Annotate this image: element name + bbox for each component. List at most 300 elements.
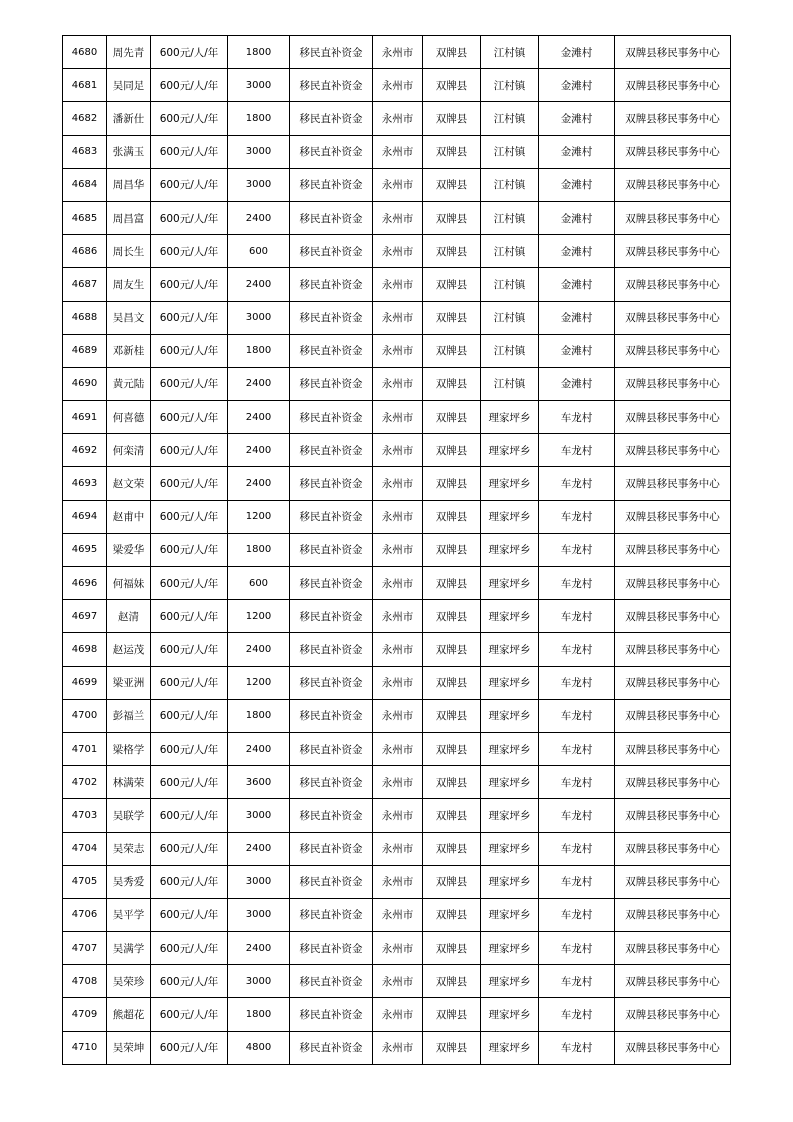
cell-name: 吴昌文	[107, 301, 151, 334]
cell-name: 何福妹	[107, 567, 151, 600]
cell-serial-number: 4691	[63, 401, 107, 434]
cell-subsidy-standard: 600元/人/年	[151, 600, 228, 633]
cell-city: 永州市	[373, 168, 423, 201]
table-row	[63, 932, 731, 965]
cell-amount: 1800	[228, 699, 290, 732]
table-row	[63, 201, 731, 234]
cell-fund-type: 移民直补资金	[290, 102, 373, 135]
cell-city: 永州市	[373, 766, 423, 799]
cell-fund-type: 移民直补资金	[290, 201, 373, 234]
cell-city: 永州市	[373, 732, 423, 765]
table-row	[63, 367, 731, 400]
cell-town: 江村镇	[481, 367, 539, 400]
cell-town: 江村镇	[481, 36, 539, 69]
cell-village: 车龙村	[539, 666, 615, 699]
cell-village: 金滩村	[539, 102, 615, 135]
cell-subsidy-standard: 600元/人/年	[151, 135, 228, 168]
cell-village: 车龙村	[539, 434, 615, 467]
cell-subsidy-standard: 600元/人/年	[151, 467, 228, 500]
cell-amount: 1200	[228, 500, 290, 533]
table-row	[63, 168, 731, 201]
cell-city: 永州市	[373, 367, 423, 400]
cell-city: 永州市	[373, 434, 423, 467]
cell-village: 金滩村	[539, 334, 615, 367]
cell-city: 永州市	[373, 69, 423, 102]
cell-amount: 4800	[228, 1031, 290, 1064]
cell-fund-type: 移民直补资金	[290, 533, 373, 566]
cell-county: 双牌县	[423, 865, 481, 898]
cell-name: 潘新仕	[107, 102, 151, 135]
cell-name: 林满荣	[107, 766, 151, 799]
cell-serial-number: 4685	[63, 201, 107, 234]
cell-county: 双牌县	[423, 500, 481, 533]
cell-county: 双牌县	[423, 799, 481, 832]
cell-agency: 双牌县移民事务中心	[615, 965, 731, 998]
cell-amount: 3000	[228, 135, 290, 168]
cell-village: 金滩村	[539, 168, 615, 201]
table-row	[63, 799, 731, 832]
cell-county: 双牌县	[423, 235, 481, 268]
table-row	[63, 36, 731, 69]
cell-subsidy-standard: 600元/人/年	[151, 235, 228, 268]
cell-amount: 3000	[228, 168, 290, 201]
cell-subsidy-standard: 600元/人/年	[151, 268, 228, 301]
cell-name: 赵文荣	[107, 467, 151, 500]
cell-county: 双牌县	[423, 932, 481, 965]
cell-agency: 双牌县移民事务中心	[615, 600, 731, 633]
cell-village: 金滩村	[539, 235, 615, 268]
cell-name: 熊超花	[107, 998, 151, 1031]
cell-county: 双牌县	[423, 401, 481, 434]
cell-town: 江村镇	[481, 334, 539, 367]
table-row	[63, 732, 731, 765]
cell-city: 永州市	[373, 334, 423, 367]
cell-county: 双牌县	[423, 1031, 481, 1064]
cell-serial-number: 4697	[63, 600, 107, 633]
cell-name: 吴荣志	[107, 832, 151, 865]
cell-amount: 3000	[228, 69, 290, 102]
cell-name: 赵甫中	[107, 500, 151, 533]
cell-county: 双牌县	[423, 766, 481, 799]
cell-county: 双牌县	[423, 998, 481, 1031]
cell-fund-type: 移民直补资金	[290, 699, 373, 732]
cell-city: 永州市	[373, 36, 423, 69]
cell-town: 江村镇	[481, 135, 539, 168]
cell-fund-type: 移民直补资金	[290, 766, 373, 799]
cell-fund-type: 移民直补资金	[290, 367, 373, 400]
cell-fund-type: 移民直补资金	[290, 36, 373, 69]
cell-serial-number: 4681	[63, 69, 107, 102]
table-row	[63, 666, 731, 699]
cell-serial-number: 4699	[63, 666, 107, 699]
cell-agency: 双牌县移民事务中心	[615, 766, 731, 799]
cell-village: 金滩村	[539, 367, 615, 400]
cell-serial-number: 4695	[63, 533, 107, 566]
cell-county: 双牌县	[423, 732, 481, 765]
cell-town: 江村镇	[481, 69, 539, 102]
cell-town: 理家坪乡	[481, 932, 539, 965]
cell-agency: 双牌县移民事务中心	[615, 732, 731, 765]
cell-name: 周先青	[107, 36, 151, 69]
cell-name: 张满玉	[107, 135, 151, 168]
cell-city: 永州市	[373, 666, 423, 699]
cell-village: 车龙村	[539, 600, 615, 633]
cell-amount: 3000	[228, 965, 290, 998]
cell-village: 车龙村	[539, 965, 615, 998]
table-body	[63, 36, 731, 1065]
cell-subsidy-standard: 600元/人/年	[151, 201, 228, 234]
cell-serial-number: 4698	[63, 633, 107, 666]
cell-village: 车龙村	[539, 766, 615, 799]
cell-name: 赵运茂	[107, 633, 151, 666]
cell-county: 双牌县	[423, 201, 481, 234]
cell-serial-number: 4701	[63, 732, 107, 765]
cell-city: 永州市	[373, 799, 423, 832]
cell-town: 理家坪乡	[481, 832, 539, 865]
cell-city: 永州市	[373, 998, 423, 1031]
table-row	[63, 1031, 731, 1064]
cell-serial-number: 4704	[63, 832, 107, 865]
cell-city: 永州市	[373, 301, 423, 334]
cell-fund-type: 移民直补资金	[290, 666, 373, 699]
table-row	[63, 401, 731, 434]
cell-fund-type: 移民直补资金	[290, 898, 373, 931]
cell-subsidy-standard: 600元/人/年	[151, 865, 228, 898]
cell-amount: 3000	[228, 865, 290, 898]
cell-serial-number: 4709	[63, 998, 107, 1031]
cell-name: 吴荣珍	[107, 965, 151, 998]
cell-county: 双牌县	[423, 699, 481, 732]
cell-county: 双牌县	[423, 533, 481, 566]
cell-village: 车龙村	[539, 533, 615, 566]
cell-city: 永州市	[373, 401, 423, 434]
cell-county: 双牌县	[423, 268, 481, 301]
cell-name: 何喜德	[107, 401, 151, 434]
cell-agency: 双牌县移民事务中心	[615, 533, 731, 566]
cell-serial-number: 4694	[63, 500, 107, 533]
cell-fund-type: 移民直补资金	[290, 135, 373, 168]
cell-town: 江村镇	[481, 235, 539, 268]
cell-city: 永州市	[373, 533, 423, 566]
cell-city: 永州市	[373, 135, 423, 168]
cell-town: 理家坪乡	[481, 799, 539, 832]
cell-subsidy-standard: 600元/人/年	[151, 334, 228, 367]
cell-subsidy-standard: 600元/人/年	[151, 998, 228, 1031]
table-row	[63, 998, 731, 1031]
cell-name: 黄元陆	[107, 367, 151, 400]
cell-agency: 双牌县移民事务中心	[615, 201, 731, 234]
cell-town: 理家坪乡	[481, 766, 539, 799]
cell-city: 永州市	[373, 832, 423, 865]
cell-agency: 双牌县移民事务中心	[615, 699, 731, 732]
cell-fund-type: 移民直补资金	[290, 301, 373, 334]
cell-subsidy-standard: 600元/人/年	[151, 69, 228, 102]
cell-serial-number: 4692	[63, 434, 107, 467]
cell-county: 双牌县	[423, 135, 481, 168]
cell-name: 吴秀爱	[107, 865, 151, 898]
cell-agency: 双牌县移民事务中心	[615, 168, 731, 201]
cell-agency: 双牌县移民事务中心	[615, 666, 731, 699]
cell-name: 彭福兰	[107, 699, 151, 732]
table-row	[63, 865, 731, 898]
cell-county: 双牌县	[423, 434, 481, 467]
cell-agency: 双牌县移民事务中心	[615, 36, 731, 69]
cell-city: 永州市	[373, 567, 423, 600]
cell-city: 永州市	[373, 633, 423, 666]
table-row	[63, 102, 731, 135]
cell-name: 周昌华	[107, 168, 151, 201]
cell-serial-number: 4680	[63, 36, 107, 69]
cell-fund-type: 移民直补资金	[290, 69, 373, 102]
cell-name: 吴荣坤	[107, 1031, 151, 1064]
cell-agency: 双牌县移民事务中心	[615, 1031, 731, 1064]
cell-serial-number: 4705	[63, 865, 107, 898]
cell-amount: 3000	[228, 898, 290, 931]
cell-amount: 2400	[228, 467, 290, 500]
cell-serial-number: 4684	[63, 168, 107, 201]
cell-agency: 双牌县移民事务中心	[615, 102, 731, 135]
cell-amount: 3600	[228, 766, 290, 799]
cell-name: 周昌富	[107, 201, 151, 234]
cell-name: 梁格学	[107, 732, 151, 765]
cell-town: 理家坪乡	[481, 898, 539, 931]
cell-county: 双牌县	[423, 69, 481, 102]
cell-subsidy-standard: 600元/人/年	[151, 633, 228, 666]
table-row	[63, 467, 731, 500]
cell-subsidy-standard: 600元/人/年	[151, 102, 228, 135]
cell-serial-number: 4706	[63, 898, 107, 931]
cell-name: 周长生	[107, 235, 151, 268]
cell-fund-type: 移民直补资金	[290, 334, 373, 367]
cell-amount: 2400	[228, 633, 290, 666]
cell-village: 车龙村	[539, 467, 615, 500]
cell-amount: 2400	[228, 434, 290, 467]
cell-serial-number: 4700	[63, 699, 107, 732]
cell-fund-type: 移民直补资金	[290, 965, 373, 998]
cell-amount: 3000	[228, 799, 290, 832]
cell-town: 理家坪乡	[481, 434, 539, 467]
cell-village: 车龙村	[539, 898, 615, 931]
cell-name: 周友生	[107, 268, 151, 301]
cell-county: 双牌县	[423, 36, 481, 69]
cell-subsidy-standard: 600元/人/年	[151, 965, 228, 998]
cell-county: 双牌县	[423, 301, 481, 334]
cell-village: 车龙村	[539, 832, 615, 865]
cell-town: 理家坪乡	[481, 965, 539, 998]
cell-village: 车龙村	[539, 998, 615, 1031]
cell-amount: 1200	[228, 666, 290, 699]
cell-amount: 2400	[228, 401, 290, 434]
cell-subsidy-standard: 600元/人/年	[151, 434, 228, 467]
table-row	[63, 235, 731, 268]
cell-fund-type: 移民直补资金	[290, 1031, 373, 1064]
table-row	[63, 898, 731, 931]
cell-village: 车龙村	[539, 1031, 615, 1064]
cell-agency: 双牌县移民事务中心	[615, 467, 731, 500]
cell-name: 吴满学	[107, 932, 151, 965]
cell-serial-number: 4686	[63, 235, 107, 268]
table-row	[63, 567, 731, 600]
cell-subsidy-standard: 600元/人/年	[151, 732, 228, 765]
cell-agency: 双牌县移民事务中心	[615, 69, 731, 102]
cell-town: 理家坪乡	[481, 633, 539, 666]
cell-town: 江村镇	[481, 168, 539, 201]
table-row	[63, 500, 731, 533]
cell-village: 车龙村	[539, 865, 615, 898]
cell-fund-type: 移民直补资金	[290, 434, 373, 467]
cell-city: 永州市	[373, 1031, 423, 1064]
cell-amount: 1800	[228, 36, 290, 69]
cell-village: 金滩村	[539, 69, 615, 102]
cell-agency: 双牌县移民事务中心	[615, 799, 731, 832]
cell-agency: 双牌县移民事务中心	[615, 932, 731, 965]
cell-town: 江村镇	[481, 201, 539, 234]
cell-town: 理家坪乡	[481, 699, 539, 732]
cell-village: 车龙村	[539, 799, 615, 832]
cell-name: 梁亚洲	[107, 666, 151, 699]
cell-amount: 2400	[228, 201, 290, 234]
cell-city: 永州市	[373, 467, 423, 500]
cell-county: 双牌县	[423, 666, 481, 699]
cell-subsidy-standard: 600元/人/年	[151, 401, 228, 434]
cell-amount: 2400	[228, 932, 290, 965]
cell-fund-type: 移民直补资金	[290, 567, 373, 600]
cell-village: 金滩村	[539, 201, 615, 234]
cell-fund-type: 移民直补资金	[290, 998, 373, 1031]
cell-town: 理家坪乡	[481, 567, 539, 600]
cell-town: 江村镇	[481, 268, 539, 301]
cell-town: 理家坪乡	[481, 533, 539, 566]
cell-serial-number: 4689	[63, 334, 107, 367]
cell-town: 江村镇	[481, 102, 539, 135]
cell-agency: 双牌县移民事务中心	[615, 832, 731, 865]
cell-serial-number: 4683	[63, 135, 107, 168]
cell-agency: 双牌县移民事务中心	[615, 998, 731, 1031]
cell-amount: 2400	[228, 732, 290, 765]
cell-subsidy-standard: 600元/人/年	[151, 533, 228, 566]
cell-fund-type: 移民直补资金	[290, 268, 373, 301]
cell-fund-type: 移民直补资金	[290, 168, 373, 201]
cell-town: 理家坪乡	[481, 998, 539, 1031]
table-row	[63, 600, 731, 633]
cell-village: 金滩村	[539, 301, 615, 334]
cell-agency: 双牌县移民事务中心	[615, 633, 731, 666]
cell-county: 双牌县	[423, 567, 481, 600]
cell-agency: 双牌县移民事务中心	[615, 898, 731, 931]
cell-village: 车龙村	[539, 500, 615, 533]
cell-town: 理家坪乡	[481, 666, 539, 699]
cell-name: 吴平学	[107, 898, 151, 931]
cell-city: 永州市	[373, 898, 423, 931]
cell-city: 永州市	[373, 500, 423, 533]
cell-fund-type: 移民直补资金	[290, 865, 373, 898]
cell-fund-type: 移民直补资金	[290, 832, 373, 865]
cell-amount: 2400	[228, 832, 290, 865]
cell-serial-number: 4690	[63, 367, 107, 400]
table-row	[63, 135, 731, 168]
cell-subsidy-standard: 600元/人/年	[151, 699, 228, 732]
cell-county: 双牌县	[423, 102, 481, 135]
cell-fund-type: 移民直补资金	[290, 401, 373, 434]
cell-fund-type: 移民直补资金	[290, 633, 373, 666]
cell-subsidy-standard: 600元/人/年	[151, 301, 228, 334]
cell-village: 车龙村	[539, 633, 615, 666]
cell-amount: 3000	[228, 301, 290, 334]
cell-fund-type: 移民直补资金	[290, 467, 373, 500]
subsidy-table	[62, 35, 731, 1065]
table-row	[63, 301, 731, 334]
cell-village: 车龙村	[539, 567, 615, 600]
cell-serial-number: 4708	[63, 965, 107, 998]
cell-city: 永州市	[373, 268, 423, 301]
cell-village: 车龙村	[539, 401, 615, 434]
cell-serial-number: 4696	[63, 567, 107, 600]
cell-subsidy-standard: 600元/人/年	[151, 1031, 228, 1064]
cell-city: 永州市	[373, 600, 423, 633]
table-row	[63, 699, 731, 732]
cell-village: 金滩村	[539, 268, 615, 301]
cell-agency: 双牌县移民事务中心	[615, 301, 731, 334]
cell-serial-number: 4682	[63, 102, 107, 135]
cell-village: 金滩村	[539, 135, 615, 168]
cell-subsidy-standard: 600元/人/年	[151, 666, 228, 699]
cell-subsidy-standard: 600元/人/年	[151, 832, 228, 865]
cell-fund-type: 移民直补资金	[290, 932, 373, 965]
cell-subsidy-standard: 600元/人/年	[151, 36, 228, 69]
cell-town: 理家坪乡	[481, 401, 539, 434]
cell-name: 吴同足	[107, 69, 151, 102]
cell-village: 金滩村	[539, 36, 615, 69]
table-row	[63, 434, 731, 467]
cell-amount: 1800	[228, 533, 290, 566]
cell-subsidy-standard: 600元/人/年	[151, 766, 228, 799]
cell-agency: 双牌县移民事务中心	[615, 401, 731, 434]
cell-name: 何栾清	[107, 434, 151, 467]
cell-agency: 双牌县移民事务中心	[615, 135, 731, 168]
cell-serial-number: 4710	[63, 1031, 107, 1064]
cell-county: 双牌县	[423, 633, 481, 666]
cell-town: 理家坪乡	[481, 732, 539, 765]
cell-amount: 1800	[228, 334, 290, 367]
cell-serial-number: 4702	[63, 766, 107, 799]
cell-subsidy-standard: 600元/人/年	[151, 168, 228, 201]
cell-fund-type: 移民直补资金	[290, 732, 373, 765]
cell-amount: 1800	[228, 102, 290, 135]
cell-county: 双牌县	[423, 965, 481, 998]
cell-town: 理家坪乡	[481, 600, 539, 633]
cell-subsidy-standard: 600元/人/年	[151, 898, 228, 931]
cell-city: 永州市	[373, 201, 423, 234]
cell-county: 双牌县	[423, 334, 481, 367]
cell-town: 理家坪乡	[481, 500, 539, 533]
cell-name: 赵清	[107, 600, 151, 633]
cell-amount: 1200	[228, 600, 290, 633]
cell-county: 双牌县	[423, 898, 481, 931]
cell-agency: 双牌县移民事务中心	[615, 334, 731, 367]
cell-name: 吴联学	[107, 799, 151, 832]
cell-subsidy-standard: 600元/人/年	[151, 367, 228, 400]
cell-amount: 2400	[228, 367, 290, 400]
cell-agency: 双牌县移民事务中心	[615, 567, 731, 600]
table-row	[63, 268, 731, 301]
cell-town: 理家坪乡	[481, 467, 539, 500]
cell-town: 理家坪乡	[481, 865, 539, 898]
cell-town: 江村镇	[481, 301, 539, 334]
cell-subsidy-standard: 600元/人/年	[151, 932, 228, 965]
cell-agency: 双牌县移民事务中心	[615, 434, 731, 467]
cell-serial-number: 4687	[63, 268, 107, 301]
cell-name: 邓新桂	[107, 334, 151, 367]
